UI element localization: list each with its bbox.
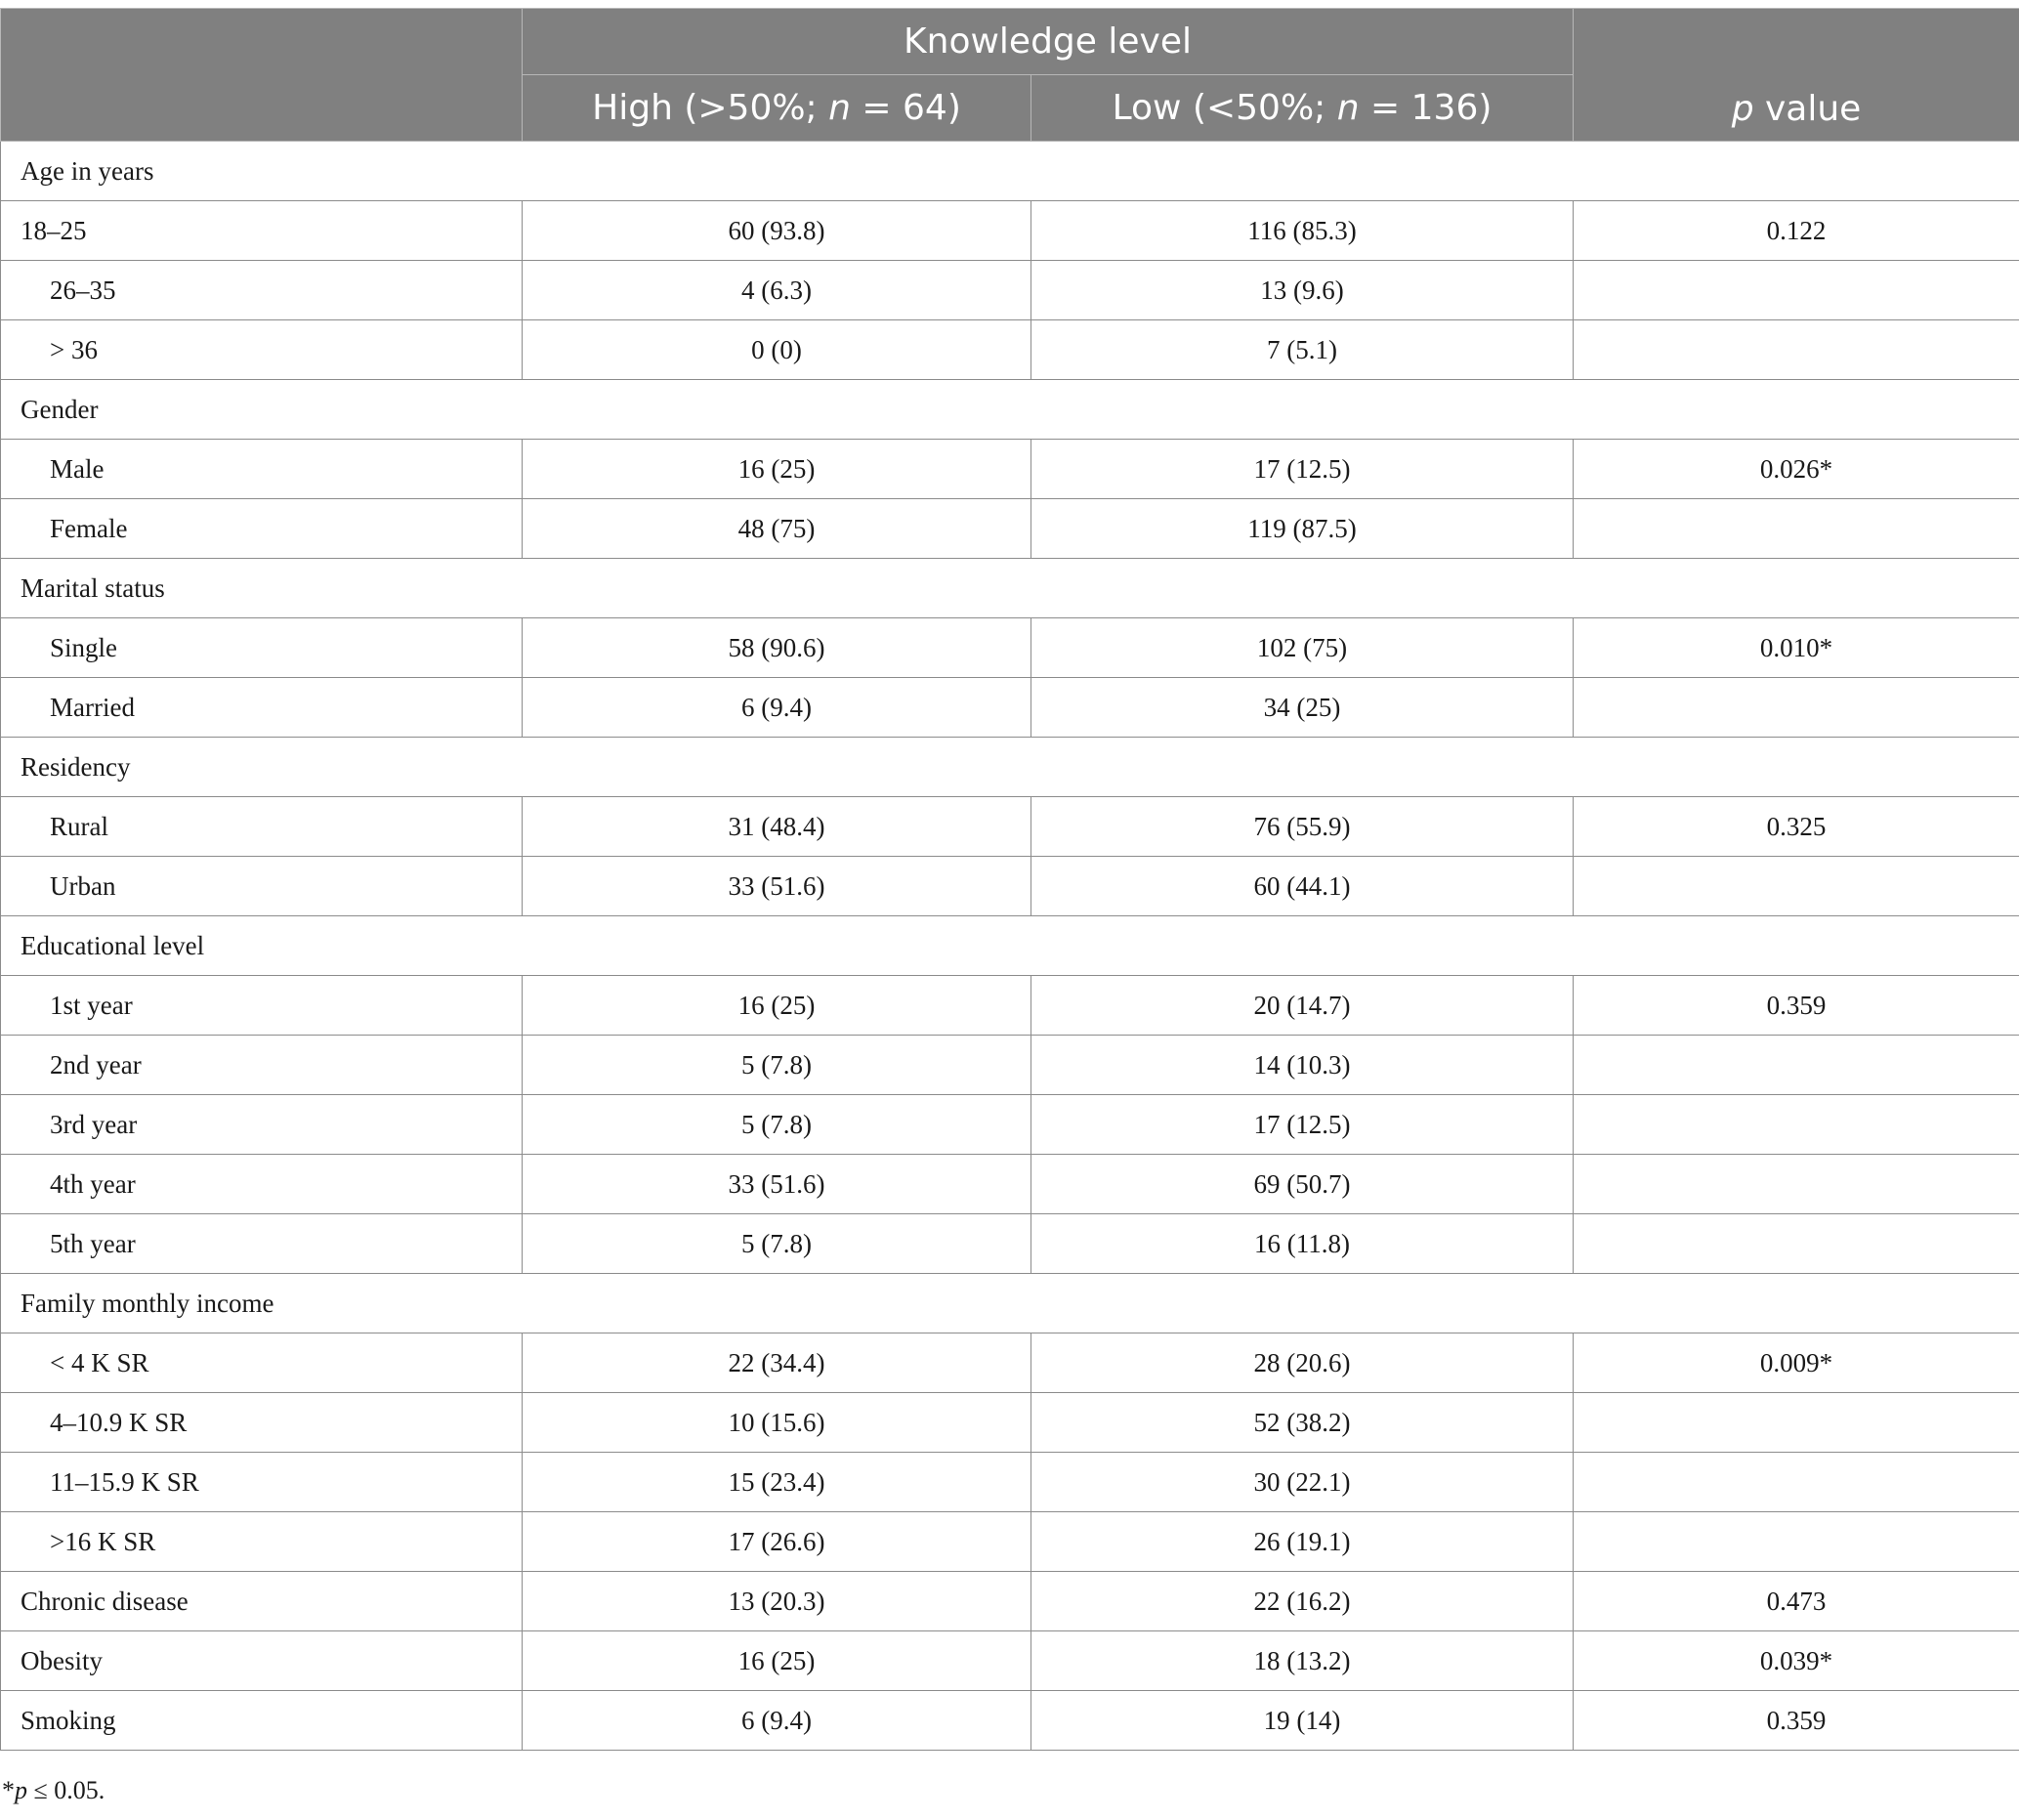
cell-high: 5 (7.8) <box>523 1095 1031 1155</box>
table-row <box>1 1512 2019 1572</box>
row-label: Chronic disease <box>1 1572 523 1631</box>
row-label: 4–10.9 K SR <box>1 1393 523 1453</box>
cell-low: 30 (22.1) <box>1031 1453 1574 1512</box>
row-label: 26–35 <box>1 261 523 320</box>
cell-high: 0 (0) <box>523 320 1031 380</box>
cell-high: 48 (75) <box>523 499 1031 559</box>
cell-low: 102 (75) <box>1031 618 1574 678</box>
cell-p-value: 0.026* <box>1574 440 2019 499</box>
table-row <box>1 797 2019 857</box>
cell-high: 5 (7.8) <box>523 1036 1031 1095</box>
cell-high: 58 (90.6) <box>523 618 1031 678</box>
table-row <box>1 1214 2019 1274</box>
row-label: < 4 K SR <box>1 1333 523 1393</box>
footnote <box>2 1776 105 1805</box>
cell-low: 34 (25) <box>1031 678 1574 738</box>
header-blank-cell <box>1 9 523 142</box>
header-p-rest: value <box>1753 89 1862 129</box>
row-label: 11–15.9 K SR <box>1 1453 523 1512</box>
cell-p-value <box>1574 1095 2019 1155</box>
table-row <box>1 1393 2019 1453</box>
table-row <box>1 1155 2019 1214</box>
cell-p-value <box>1574 1453 2019 1512</box>
cell-high: 6 (9.4) <box>523 1691 1031 1751</box>
cell-p-value: 0.009* <box>1574 1333 2019 1393</box>
cell-high: 22 (34.4) <box>523 1333 1031 1393</box>
cell-p-value: 0.039* <box>1574 1631 2019 1691</box>
cell-low: 52 (38.2) <box>1031 1393 1574 1453</box>
header-low <box>1031 75 1574 142</box>
section-row <box>1 559 2019 618</box>
table-row <box>1 320 2019 380</box>
cell-high: 10 (15.6) <box>523 1393 1031 1453</box>
cell-p-value <box>1574 320 2019 380</box>
table-row <box>1 1453 2019 1512</box>
row-label: 18–25 <box>1 201 523 261</box>
cell-p-value: 0.359 <box>1574 976 2019 1036</box>
table-row <box>1 857 2019 916</box>
section-row <box>1 142 2019 201</box>
cell-high: 15 (23.4) <box>523 1453 1031 1512</box>
cell-p-value: 0.010* <box>1574 618 2019 678</box>
cell-p-value <box>1574 499 2019 559</box>
cell-high: 31 (48.4) <box>523 797 1031 857</box>
row-label: 5th year <box>1 1214 523 1274</box>
section-row <box>1 380 2019 440</box>
row-label: >16 K SR <box>1 1512 523 1572</box>
cell-high: 6 (9.4) <box>523 678 1031 738</box>
cell-low: 69 (50.7) <box>1031 1155 1574 1214</box>
table-row <box>1 678 2019 738</box>
table-row <box>1 1095 2019 1155</box>
cell-p-value <box>1574 1155 2019 1214</box>
cell-low: 20 (14.7) <box>1031 976 1574 1036</box>
table-row <box>1 1036 2019 1095</box>
row-label: Married <box>1 678 523 738</box>
cell-low: 26 (19.1) <box>1031 1512 1574 1572</box>
cell-p-value <box>1574 1214 2019 1274</box>
row-label: 4th year <box>1 1155 523 1214</box>
table-row <box>1 1631 2019 1691</box>
table-row <box>1 201 2019 261</box>
footnote-p: p <box>15 1776 27 1804</box>
table-header <box>1 9 2019 142</box>
cell-p-value <box>1574 261 2019 320</box>
cell-low: 76 (55.9) <box>1031 797 1574 857</box>
row-label: Urban <box>1 857 523 916</box>
header-p-value <box>1574 9 2019 142</box>
header-p-italic: p <box>1731 89 1754 129</box>
footnote-text: ≤ 0.05. <box>27 1776 105 1804</box>
cell-high: 33 (51.6) <box>523 857 1031 916</box>
cell-low: 22 (16.2) <box>1031 1572 1574 1631</box>
cell-low: 19 (14) <box>1031 1691 1574 1751</box>
cell-p-value: 0.325 <box>1574 797 2019 857</box>
cell-low: 13 (9.6) <box>1031 261 1574 320</box>
cell-low: 116 (85.3) <box>1031 201 1574 261</box>
cell-low: 16 (11.8) <box>1031 1214 1574 1274</box>
cell-high: 5 (7.8) <box>523 1214 1031 1274</box>
table-container <box>0 8 2019 1751</box>
cell-p-value <box>1574 1036 2019 1095</box>
section-label: Educational level <box>1 916 2019 976</box>
header-low-n: n <box>1336 88 1360 128</box>
table-row <box>1 499 2019 559</box>
table-row <box>1 618 2019 678</box>
table-row <box>1 1572 2019 1631</box>
cell-high: 16 (25) <box>523 440 1031 499</box>
cell-high: 13 (20.3) <box>523 1572 1031 1631</box>
cell-p-value: 0.473 <box>1574 1572 2019 1631</box>
section-label: Gender <box>1 380 2019 440</box>
table-row <box>1 976 2019 1036</box>
knowledge-level-table <box>0 8 2019 1751</box>
section-label: Residency <box>1 738 2019 797</box>
header-high <box>523 75 1031 142</box>
header-low-suffix: = 136) <box>1359 88 1493 128</box>
cell-low: 119 (87.5) <box>1031 499 1574 559</box>
row-label: 3rd year <box>1 1095 523 1155</box>
header-low-prefix: Low (<50%; <box>1112 88 1337 128</box>
header-high-suffix: = 64) <box>850 88 961 128</box>
header-high-n: n <box>828 88 851 128</box>
cell-high: 17 (26.6) <box>523 1512 1031 1572</box>
cell-p-value <box>1574 678 2019 738</box>
section-row <box>1 738 2019 797</box>
table-row <box>1 440 2019 499</box>
cell-high: 33 (51.6) <box>523 1155 1031 1214</box>
row-label: 1st year <box>1 976 523 1036</box>
header-high-prefix: High (>50%; <box>592 88 829 128</box>
cell-low: 17 (12.5) <box>1031 1095 1574 1155</box>
cell-p-value: 0.122 <box>1574 201 2019 261</box>
section-label: Family monthly income <box>1 1274 2019 1333</box>
cell-high: 16 (25) <box>523 976 1031 1036</box>
row-label: Single <box>1 618 523 678</box>
cell-low: 18 (13.2) <box>1031 1631 1574 1691</box>
row-label: Smoking <box>1 1691 523 1751</box>
footnote-star: * <box>2 1776 15 1804</box>
cell-low: 28 (20.6) <box>1031 1333 1574 1393</box>
cell-p-value <box>1574 1512 2019 1572</box>
cell-p-value: 0.359 <box>1574 1691 2019 1751</box>
table-body <box>1 142 2019 1751</box>
row-label: Female <box>1 499 523 559</box>
row-label: Male <box>1 440 523 499</box>
cell-low: 7 (5.1) <box>1031 320 1574 380</box>
table-row <box>1 261 2019 320</box>
section-label: Age in years <box>1 142 2019 201</box>
cell-p-value <box>1574 857 2019 916</box>
cell-p-value <box>1574 1393 2019 1453</box>
cell-low: 14 (10.3) <box>1031 1036 1574 1095</box>
cell-low: 60 (44.1) <box>1031 857 1574 916</box>
section-row <box>1 1274 2019 1333</box>
row-label: Rural <box>1 797 523 857</box>
cell-high: 60 (93.8) <box>523 201 1031 261</box>
section-row <box>1 916 2019 976</box>
row-label: > 36 <box>1 320 523 380</box>
section-label: Marital status <box>1 559 2019 618</box>
cell-low: 17 (12.5) <box>1031 440 1574 499</box>
table-row <box>1 1691 2019 1751</box>
table-row <box>1 1333 2019 1393</box>
header-knowledge-level: Knowledge level <box>523 9 1574 75</box>
row-label: Obesity <box>1 1631 523 1691</box>
cell-high: 4 (6.3) <box>523 261 1031 320</box>
cell-high: 16 (25) <box>523 1631 1031 1691</box>
row-label: 2nd year <box>1 1036 523 1095</box>
